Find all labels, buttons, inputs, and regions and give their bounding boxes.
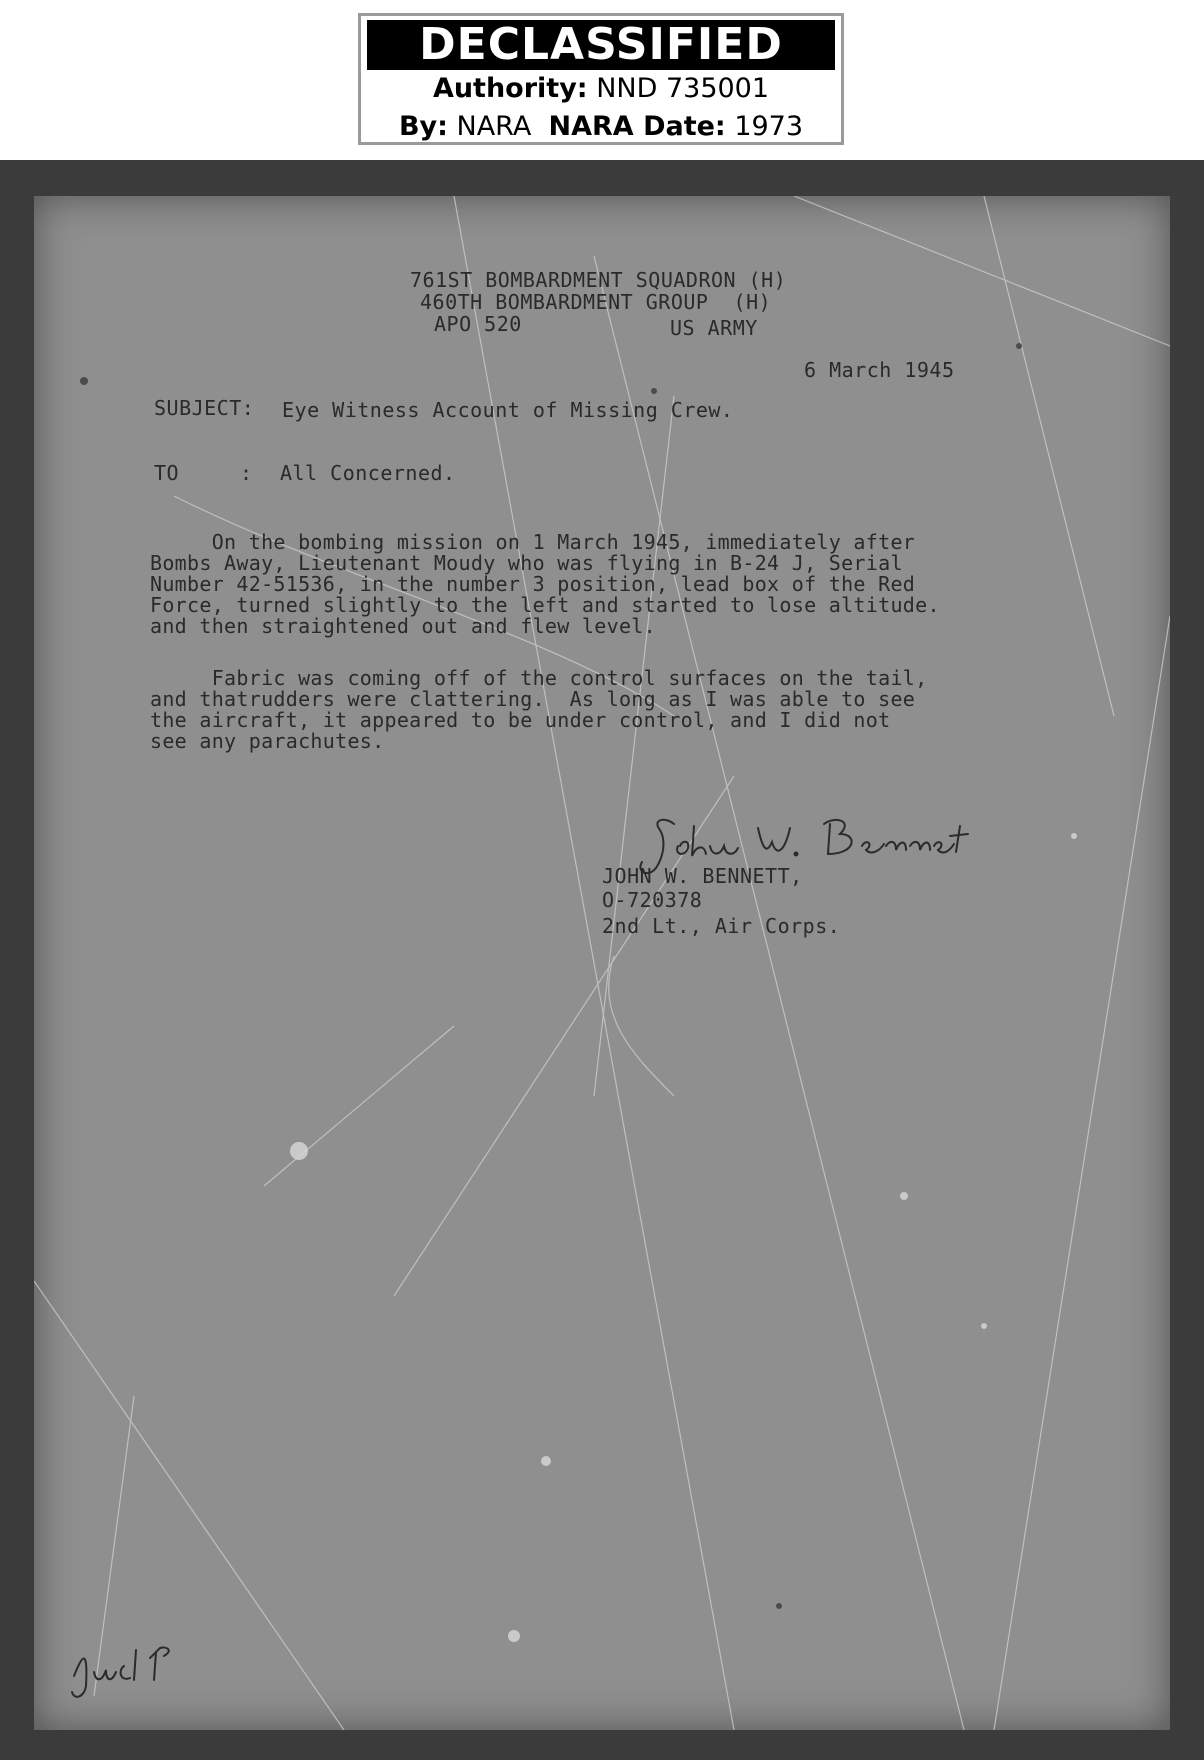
subject-label: SUBJECT:	[154, 396, 255, 420]
scan-frame	[0, 160, 1204, 1760]
stamp-by	[361, 108, 841, 146]
signer-rank: 2nd Lt., Air Corps.	[602, 914, 841, 938]
paragraph-line: Force, turned slightly to the left and started to lose altitude.	[150, 593, 940, 617]
margin-note-handwriting	[64, 1636, 194, 1706]
letterhead-squadron: 761ST BOMBARDMENT SQUADRON (H)	[410, 268, 787, 292]
paragraph-line: and then straightened out and flew level.	[150, 614, 656, 638]
by-label: By:	[398, 111, 448, 142]
letter-date: 6 March 1945	[804, 358, 955, 382]
date-value: 1973	[734, 111, 804, 142]
subject-text: Eye Witness Account of Missing Crew.	[282, 398, 734, 422]
paragraph-2	[150, 668, 927, 752]
paragraph-line: and thatrudders were clattering. As long as I was able to see	[150, 687, 916, 711]
letterhead-army: US ARMY	[670, 316, 758, 340]
declassified-stamp	[358, 13, 844, 145]
paragraph-line: Bombs Away, Lieutenant Moudy who was flying in B-24 J, Serial	[150, 551, 903, 575]
signer-serial: O-720378	[602, 888, 703, 912]
letterhead-group: 460TH BOMBARDMENT GROUP (H)	[420, 290, 772, 314]
paragraph-line: the aircraft, it appeared to be under control, and I did not	[150, 708, 891, 732]
letterhead-apo: APO 520	[434, 312, 522, 336]
document-page	[34, 196, 1170, 1730]
stamp-title: DECLASSIFIED	[367, 20, 835, 70]
paragraph-line: Number 42-51536, in the number 3 position, lead box of the Red	[150, 572, 916, 596]
to-colon: :	[240, 461, 253, 485]
authority-value: NND 735001	[596, 73, 770, 104]
to-label: TO	[154, 461, 180, 485]
by-value: NARA	[456, 111, 532, 142]
paragraph-line: Fabric was coming off of the control surfaces on the tail,	[150, 666, 928, 690]
signer-name: JOHN W. BENNETT,	[602, 864, 803, 888]
authority-label: Authority:	[432, 73, 588, 104]
date-label: NARA Date:	[548, 111, 726, 142]
paragraph-line: On the bombing mission on 1 March 1945, immediately after	[150, 530, 916, 554]
paragraph-line: see any parachutes.	[150, 729, 385, 753]
to-text: All Concerned.	[280, 461, 456, 485]
scan-scratches	[34, 196, 1170, 1730]
paragraph-1	[150, 532, 940, 637]
stamp-authority	[361, 70, 841, 108]
